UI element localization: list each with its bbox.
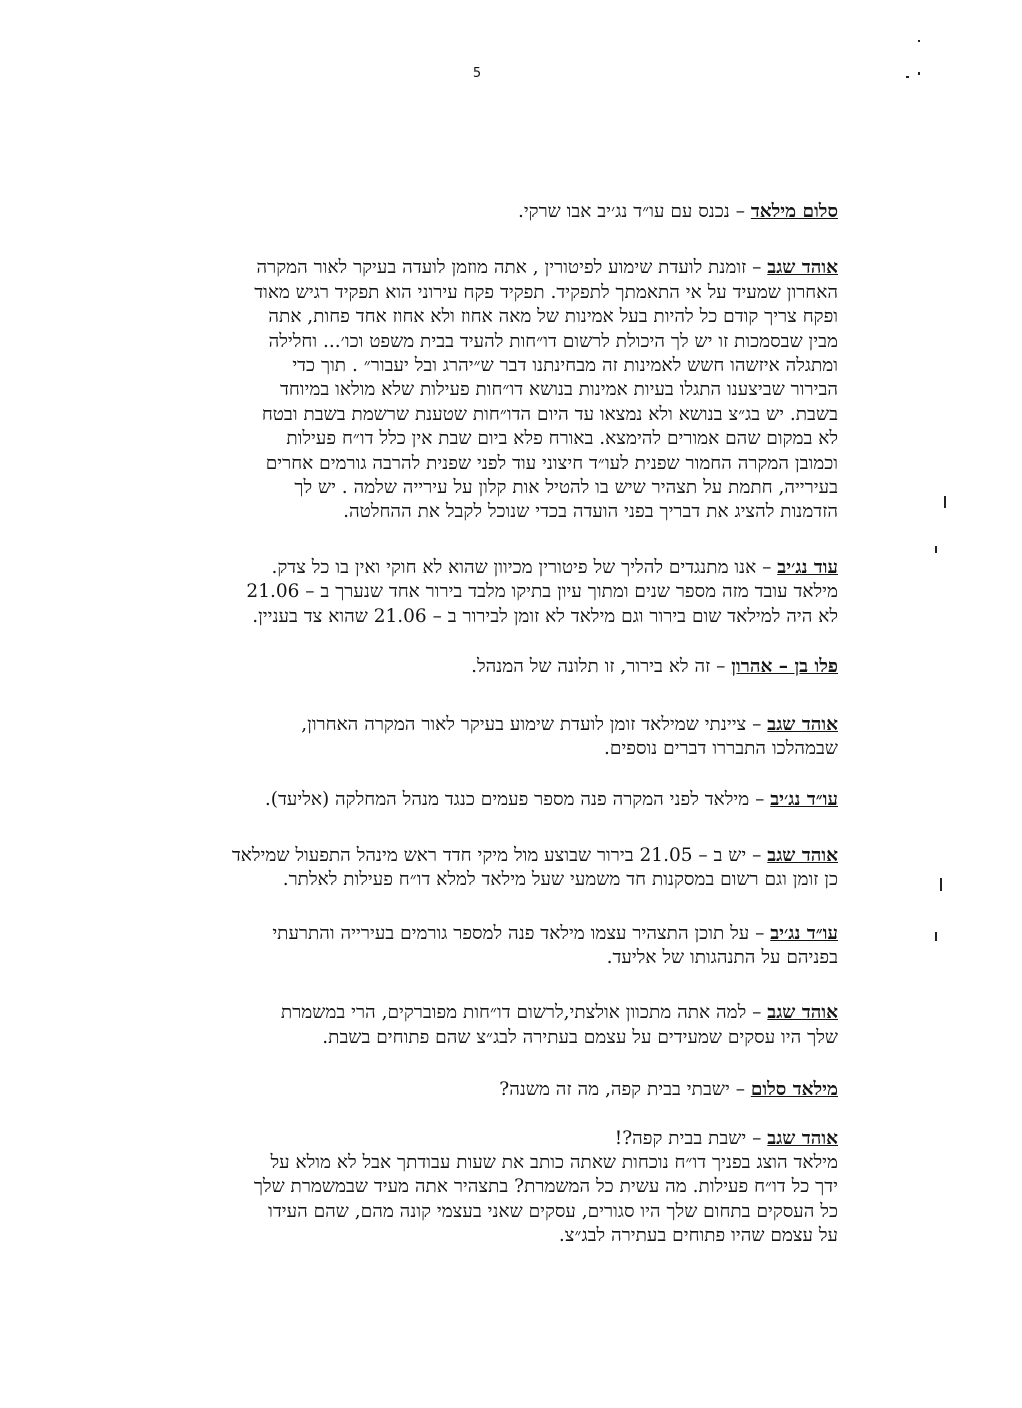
speaker-name: מילאד סלום (750, 1079, 838, 1101)
entry-text: ופקח צריך קודם כל להיות בעל אמינות של מאה אחוז ולא אחוז אחד פחות, אתה (268, 306, 838, 328)
entry-text: שבמהלכו התבררו דברים נוספים. (604, 737, 838, 759)
entry-text: על עצמם שהיו פתוחים בעתירה לבג״צ. (558, 1225, 838, 1247)
speaker-name: סלום מילאד (750, 201, 838, 222)
entry-text: – נכנס עם עו״ד נג׳יב אבו שרקי. (517, 201, 745, 222)
entry-text: – על תוכן התצהיר עצמו מילאד פנה למספר גורמים בעירייה והתרעתי (272, 922, 765, 944)
entry-text: מילאד עובד מזה מספר שנים ומתוך עיון בתיקו מלבד בירור אחד שנערך ב – 21.06 (246, 581, 838, 603)
entry-text: – זומנת לועדת שימוע לפיטורין , אתה מוזמן לועדה בעיקר לאור המקרה (256, 257, 762, 279)
transcript-entry (128, 922, 838, 971)
speaker-name: אוהד שגב (767, 713, 838, 735)
entry-text: ומתגלה איזשהו חשש לאמינות זה מבחינתנו דבר ש״יהרג ובל יעבור״ . תוך כדי (292, 355, 838, 377)
entry-text: כן זומן וגם רשום במסקנות חד משמעי שעל מילאד למלא דו״ח פעילות לאלתר. (282, 869, 838, 891)
entry-text: הבירור שביצענו התגלו בעיות אמינות בנושא דו״חות פעילות שלא מולאו במיוחד (279, 379, 838, 401)
transcript-entry (128, 655, 838, 679)
transcript-entry (128, 556, 838, 629)
speaker-name: עוד נג׳יב (777, 556, 838, 578)
speaker-name: אוהד שגב (767, 844, 838, 866)
entry-text: – ישבתי בבית קפה, מה זה משנה? (499, 1079, 745, 1101)
entry-text: – זה לא בירור, זו תלונה של המנהל. (471, 656, 726, 678)
entry-text: האחרון שמעיד על אי התאמתך לתפקיד. תפקיד פקח עירוני הוא תפקיד רגיש מאוד (254, 281, 838, 303)
entry-text: – מילאד לפני המקרה פנה מספר פעמים כנגד מנהל המחלקה (אליעד). (264, 789, 765, 811)
transcript-entry (128, 713, 838, 762)
transcript-entry (128, 200, 838, 224)
entry-text: – יש ב – 21.05 בירור שבוצע מול מיקי חדד ראש מינהל התפעול שמילאד (231, 844, 762, 866)
entry-text: בעירייה, חתמת על תצהיר שיש בו להטיל אות קלון על עירייה שלמה . יש לך (294, 477, 838, 499)
transcript-entry (128, 256, 838, 524)
speaker-name: פלו בן – אהרון (731, 656, 838, 678)
scan-speck (906, 76, 909, 78)
speaker-name: עו״ד נג׳יב (770, 922, 838, 944)
entry-text: הזדמנות להציג את דבריך בפני הועדה בכדי שנוכל לקבל את ההחלטה. (343, 501, 838, 523)
entry-text: לא במקום שהם אמורים להימצא. באורח פלא ביום שבת אין כלל דו״ח פעילות (286, 428, 838, 450)
entry-text: – ישבת בבית קפה?! (614, 1127, 762, 1149)
speaker-name: אוהד שגב (767, 1127, 838, 1149)
scan-speck (935, 546, 937, 553)
scan-speck (935, 932, 937, 941)
scan-speck (918, 72, 920, 75)
entry-text: לא היה למילאד שום בירור וגם מילאד לא זומן לבירור ב – 21.06 שהוא צד בעניין. (252, 605, 838, 627)
entry-text: – ציינתי שמילאד זומן לועדת שימוע בעיקר לאור המקרה האחרון, (301, 713, 762, 735)
entry-text: שלך היו עסקים שמעידים על עצמם בעתירה לבג״צ שהם פתוחים בשבת. (322, 1026, 838, 1048)
transcript-entry (128, 1001, 838, 1050)
speaker-name: אוהד שגב (767, 1002, 838, 1024)
entry-text: בשבת. יש בג״צ בנושא ולא נמצאו עד היום הדו״חות שטענת שרשמת בשבת ובטח (261, 403, 838, 425)
entry-text: מבין שבסמכות זו יש לך היכולת לרשום דו״חות להעיד בבית משפט וכו׳... וחלילה (268, 330, 838, 352)
scan-speck (940, 878, 942, 891)
entry-text: כל העסקים בתחום שלך היו סגורים, עסקים שאני בעצמי קונה מהם, שהם העידו (268, 1200, 838, 1222)
page-number: 5 (472, 66, 482, 81)
entry-text: – אנו מתנגדים להליך של פיטורין מכיוון שהוא לא חוקי ואין בו כל צדק. (271, 556, 772, 578)
speaker-name: אוהד שגב (767, 257, 838, 279)
transcript-entry (128, 788, 838, 812)
entry-text: – למה אתה מתכוון אולצתי,לרשום דו״חות מפוברקים, הרי במשמרת (280, 1002, 762, 1024)
transcript-entry (128, 844, 838, 893)
entry-text: בפניהם על התנהגותו של אליעד. (606, 946, 838, 968)
speaker-name: עו״ד נג׳יב (770, 789, 838, 811)
hearing-transcript (128, 200, 838, 1249)
entry-text: מילאד הוצג בפניך דו״ח נוכחות שאתה כותב את שעות עבודתך אבל לא מולא על (270, 1151, 838, 1173)
transcript-entry (128, 1078, 838, 1102)
entry-text: וכמובן המקרה החמור שפנית לעו״ד חיצוני עוד לפני שפנית להרבה גורמים אחרים (265, 452, 838, 474)
entry-text: ידך כל דו״ח פעילות. מה עשית כל המשמרת? בתצהיר אתה מעיד שבמשמרת שלך (253, 1176, 838, 1198)
scan-speck (918, 40, 920, 42)
scan-speck (944, 496, 946, 508)
transcript-entry (128, 1127, 838, 1249)
